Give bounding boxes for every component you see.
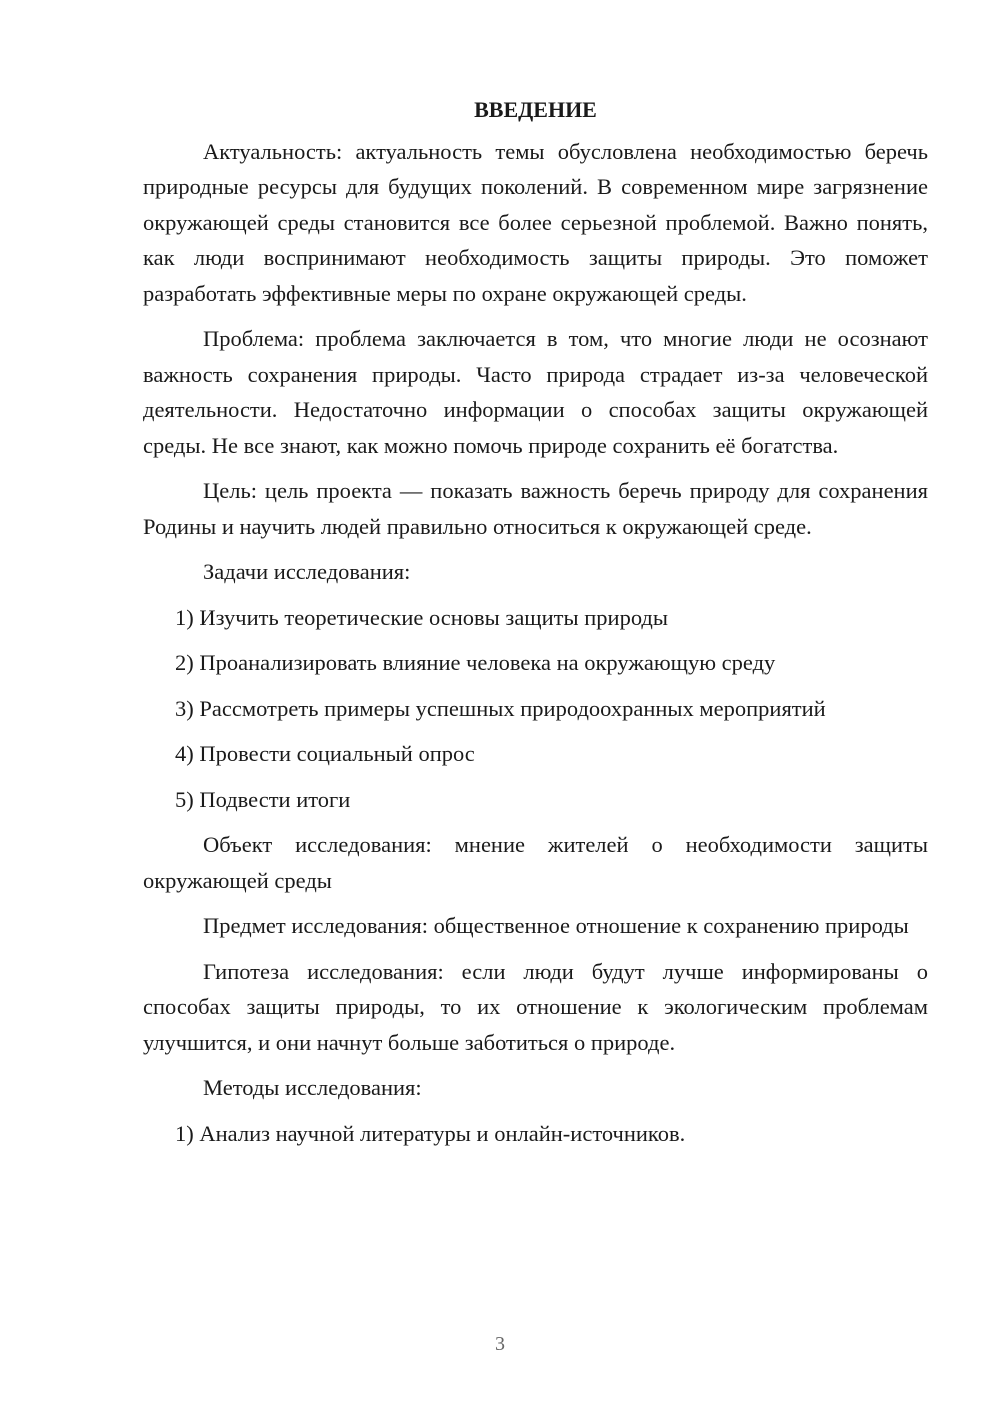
hypothesis-paragraph: Гипотеза исследования: если люди будут лучше информированы о способах защиты природы, то их отношение к экологическим проблемам улучшится, и они начнут больше заботиться о природе. [143, 958, 928, 1055]
goal-paragraph: Цель: цель проекта — показать важность беречь природу для сохранения Родины и научить людей правильно относиться к окружающей среде. [143, 478, 928, 539]
methods-heading: Методы исследования: [203, 1075, 422, 1100]
list-item: 1) Анализ научной литературы и онлайн-источников. [175, 1120, 686, 1146]
document-page [143, 92, 928, 1161]
list-item: 5) Подвести итоги [175, 786, 351, 812]
tasks-heading: Задачи исследования: [203, 559, 411, 584]
list-item: 2) Проанализировать влияние человека на окружающую среду [175, 650, 776, 675]
list-item: 3) Рассмотреть примеры успешных природоохранных мероприятий [175, 695, 826, 721]
list-item: 4) Провести социальный опрос [175, 741, 475, 766]
tasks-list [143, 600, 928, 818]
problem-paragraph: Проблема: проблема заключается в том, что многие люди не осознают важность сохранения природы. Часто природа страдает из-за человеческой деятельности. Недостаточно информации о способах защиты окружающей среды. Не все знают, как можно помочь природе сохранить её богатства. [143, 326, 928, 458]
methods-list [143, 1116, 928, 1152]
list-item: 1) Изучить теоретические основы защиты природы [175, 604, 668, 630]
relevance-paragraph: Актуальность: актуальность темы обусловлена необходимостью беречь природные ресурсы для будущих поколений. В современном мире загрязнение окружающей среды становится все более серьезной проблемой. Важно понять, как люди воспринимают необходимость защиты природы. Это поможет разработать эффективные меры по охране окружающей среды. [143, 138, 928, 306]
subject-paragraph: Предмет исследования: общественное отношение к сохранению природы [203, 913, 909, 938]
page-number: 3 [495, 1333, 505, 1355]
object-paragraph: Объект исследования: мнение жителей о необходимости защиты окружающей среды [143, 832, 928, 893]
page-title: ВВЕДЕНИЕ [474, 97, 597, 122]
